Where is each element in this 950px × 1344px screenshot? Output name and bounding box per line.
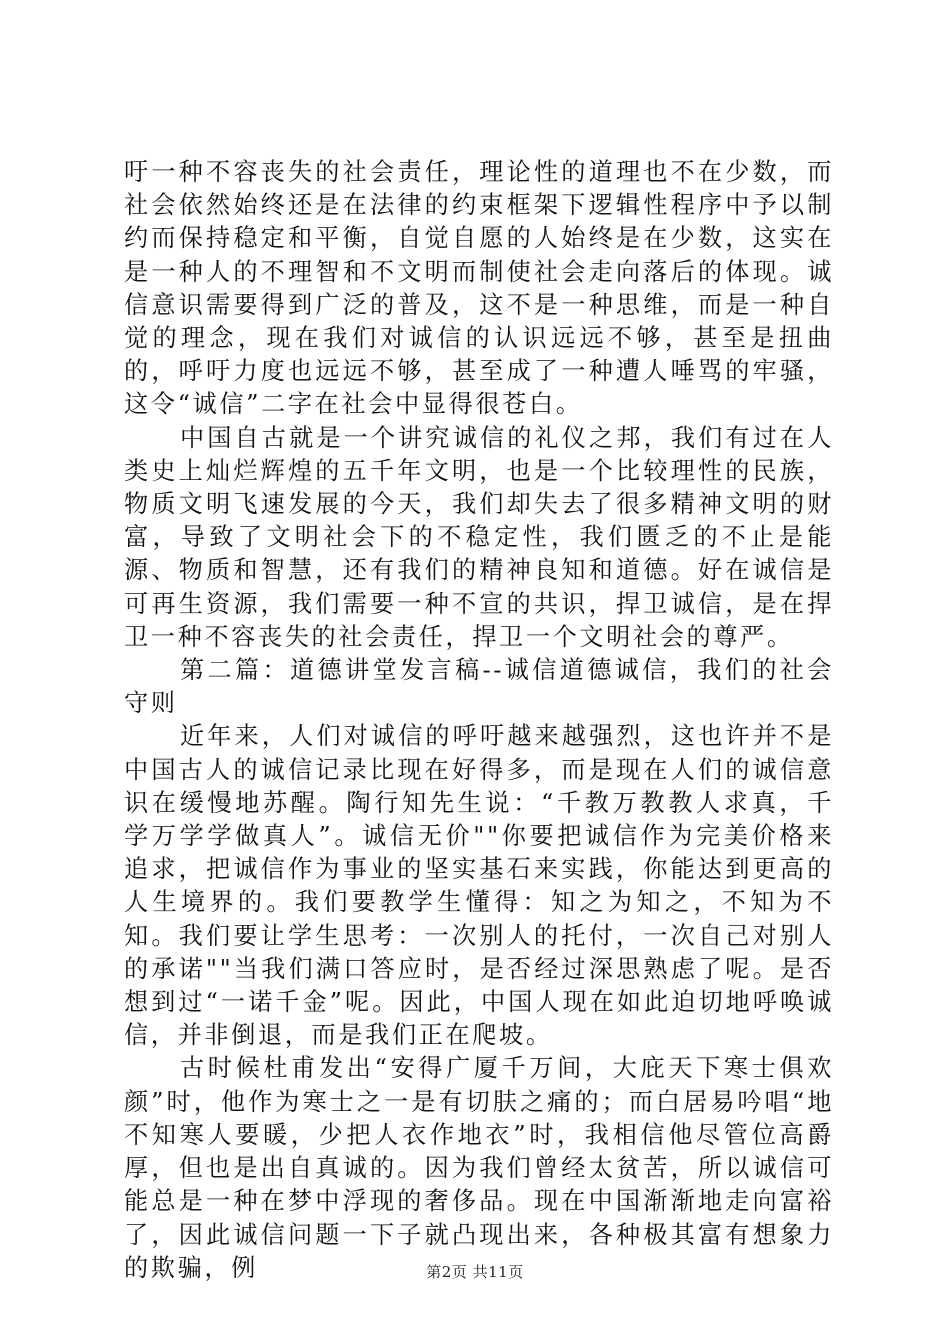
section-heading: 第二篇：道德讲堂发言稿--诚信道德诚信，我们的社会守则 <box>124 656 834 718</box>
paragraph: 古时候杜甫发出“安得广厦千万间，大庇天下寒士俱欢颜”时，他作为寒士之一是有切肤之痛的；而白居易吟唱“地不知寒人要暖，少把人衣作地衣”时，我相信他尽管位高爵厚，但也是出自真诚的。因为我们曾经太贫苦，所以诚信可能总是一种在梦中浮现的奢侈品。现在中国渐渐地走向富裕了，因此诚信问题一下子就凸现出来，各种极其富有想象力的欺骗，例 <box>124 1054 834 1282</box>
paragraph-continued: 吁一种不容丧失的社会责任，理论性的道理也不在少数，而社会依然始终还是在法律的约束框架下逻辑性程序中予以制约而保持稳定和平衡，自觉自愿的人始终是在少数，这实在是一种人的不理智和不文明而制使社会走向落后的体现。诚信意识需要得到广泛的普及，这不是一种思维，而是一种自觉的理念，现在我们对诚信的认识远远不够，甚至是扭曲的，呼吁力度也远远不够，甚至成了一种遭人唾骂的牢骚，这令“诚信”二字在社会中显得很苍白。 <box>124 158 834 419</box>
document-body <box>124 156 834 1285</box>
paragraph: 中国自古就是一个讲究诚信的礼仪之邦，我们有过在人类史上灿烂辉煌的五千年文明，也是一个比较理性的民族，物质文明飞速发展的今天，我们却失去了很多精神文明的财富，导致了文明社会下的不稳定性，我们匮乏的不止是能源、物质和智慧，还有我们的精神良知和道德。好在诚信是可再生资源，我们需要一种不宣的共识，捍卫诚信，是在捍卫一种不容丧失的社会责任，捍卫一个文明社会的尊严。 <box>124 423 834 651</box>
paragraph: 近年来，人们对诚信的呼吁越来越强烈，这也许并不是中国古人的诚信记录比现在好得多，而是现在人们的诚信意识在缓慢地苏醒。陶行知先生说：“千教万教教人求真，千学万学学做真人”。诚信无价""你要把诚信作为完美价格来追求，把诚信作为事业的坚实基石来实践，你能达到更高的人生境界的。我们要教学生懂得：知之为知之，不知为不知。我们要让学生思考：一次别人的托付，一次自己对别人的承诺""当我们满口答应时，是否经过深思熟虑了呢。是否想到过“一诺千金”呢。因此，中国人现在如此迫切地呼唤诚信，并非倒退，而是我们正在爬坡。 <box>124 722 834 1050</box>
page-number-footer: 第2页 共11页 <box>426 1263 524 1281</box>
